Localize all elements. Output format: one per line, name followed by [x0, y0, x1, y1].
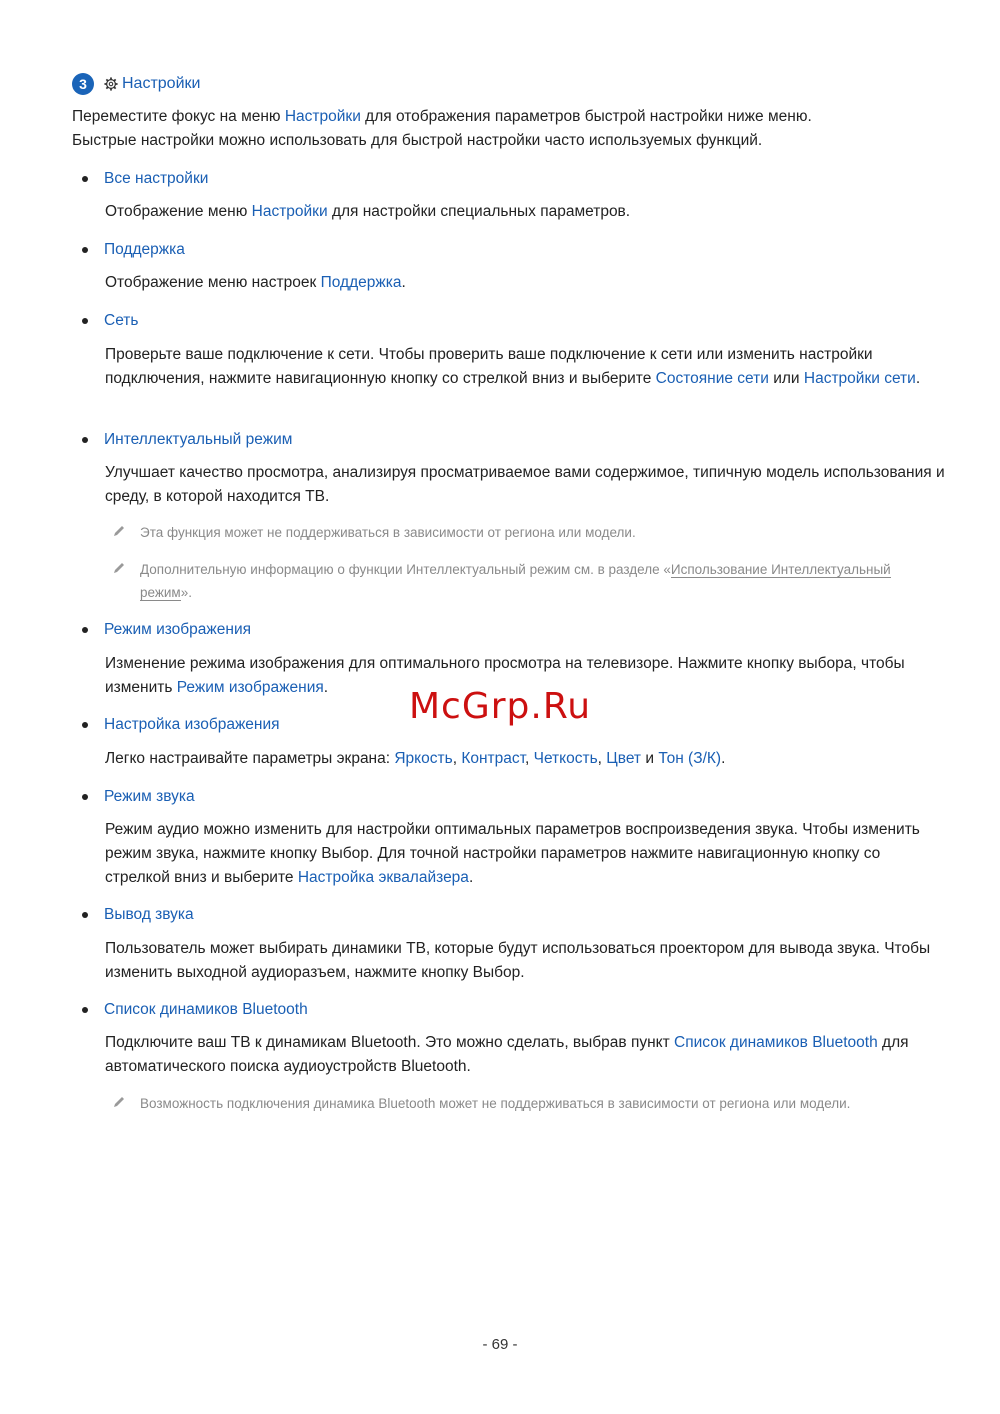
bullet-dot [82, 627, 88, 633]
equalizer-link[interactable]: Настройка эквалайзера [297, 869, 469, 886]
item-title[interactable]: Все настройки [104, 170, 209, 187]
desc-text: . [915, 370, 921, 387]
list-item-support [82, 238, 185, 262]
network-settings-link[interactable]: Настройки сети [803, 370, 916, 387]
desc-text: и [641, 750, 659, 767]
support-link[interactable]: Поддержка [320, 274, 402, 291]
item-title[interactable]: Поддержка [104, 241, 185, 258]
list-item-sound-output [82, 903, 194, 927]
pencil-icon [112, 561, 126, 575]
bullet-dot [82, 1007, 88, 1013]
note-text-part: Дополнительную информацию о функции Интеллектуальный режим см. в разделе « [140, 562, 671, 577]
desc-text: . [401, 274, 406, 291]
desc-text: или [768, 370, 804, 387]
note-text: Возможность подключения динамика Bluetooth может не поддерживаться в зависимости от региона или модели. [140, 1096, 851, 1111]
item-description [105, 271, 945, 295]
desc-text: Подключите ваш ТВ к динамикам Bluetooth. Это можно сделать, выбрав пункт [105, 1034, 675, 1051]
note [112, 521, 892, 544]
intelligent-mode-reference-link[interactable]: Использование Интеллектуальный режим [140, 562, 891, 600]
desc-text: Улучшает качество просмотра, анализируя просматриваемое вами содержимое, типичную модель использования и среду, в которой находится ТВ. [105, 464, 945, 505]
item-description [105, 747, 945, 771]
intro-text: для отображения параметров быстрой настройки ниже меню. [360, 108, 812, 125]
desc-text: Режим аудио можно изменить для настройки оптимальных параметров воспроизведения звука. Чтобы изменить режим звука, нажмите кнопку Выбор. Для точной настройки параметров нажмите навигационную кнопку со стрелкой вниз и выберите [105, 821, 920, 886]
desc-text: . [323, 679, 329, 696]
note [112, 1092, 892, 1115]
desc-text: Изменение режима изображения для оптимального просмотра на телевизоре. Нажмите кнопку выбора, чтобы изменить [105, 655, 905, 696]
desc-text: для настройки специальных параметров. [327, 203, 631, 220]
brightness-link[interactable]: Яркость [394, 750, 453, 767]
note-text-part: ». [180, 585, 192, 600]
list-item-intelligent-mode [82, 428, 292, 452]
tint-link[interactable]: Тон (З/К) [658, 750, 722, 767]
item-description [105, 343, 945, 391]
item-title[interactable]: Режим звука [104, 788, 195, 805]
network-status-link[interactable]: Состояние сети [655, 370, 769, 387]
bullet-dot [82, 176, 88, 182]
comma: , [597, 750, 607, 767]
list-item-bluetooth-speakers [82, 998, 308, 1022]
contrast-link[interactable]: Контраст [461, 750, 525, 767]
list-item-network [82, 309, 138, 333]
watermark: McGrp.Ru [408, 686, 592, 727]
comma: , [452, 750, 462, 767]
item-title[interactable]: Вывод звука [104, 906, 194, 923]
comma: , [525, 750, 534, 767]
list-item-sound-mode [82, 785, 195, 809]
color-link[interactable]: Цвет [606, 750, 642, 767]
list-item-all-settings [82, 167, 208, 191]
item-description [105, 937, 945, 985]
intro-text: Переместите фокус на меню [72, 108, 285, 125]
section-header [72, 70, 200, 98]
desc-text: Отображение меню настроек [105, 274, 321, 291]
desc-text: . [468, 869, 474, 886]
bullet-dot [82, 318, 88, 324]
item-description [105, 461, 945, 509]
desc-text: . [721, 750, 726, 767]
note [112, 558, 892, 604]
section-number-badge: 3 [72, 73, 94, 95]
bluetooth-speaker-list-link[interactable]: Список динамиков Bluetooth [674, 1034, 878, 1051]
desc-text: Легко настраивайте параметры экрана: [105, 750, 395, 767]
note-text [140, 558, 892, 604]
desc-text: для автоматического поиска аудиоустройств Bluetooth. [105, 1034, 909, 1075]
section-title: Настройки [122, 75, 201, 92]
bullet-dot [82, 247, 88, 253]
settings-link[interactable]: Настройки [251, 203, 328, 220]
pencil-icon [112, 524, 126, 538]
item-description [105, 818, 945, 890]
item-title[interactable]: Список динамиков Bluetooth [104, 1001, 308, 1018]
item-description [105, 200, 945, 224]
page-number: - 69 - [482, 1336, 518, 1353]
item-title[interactable]: Сеть [104, 312, 139, 329]
bullet-dot [82, 794, 88, 800]
item-title[interactable]: Режим изображения [104, 621, 252, 638]
pencil-icon [112, 1095, 126, 1109]
intro-text-line2: Быстрые настройки можно использовать для быстрой настройки часто используемых функций. [72, 132, 763, 149]
list-item-picture-mode [82, 618, 251, 642]
settings-link[interactable]: Настройки [284, 108, 361, 125]
item-title[interactable]: Настройка изображения [104, 716, 280, 733]
picture-mode-link[interactable]: Режим изображения [176, 679, 324, 696]
gear-icon [104, 77, 118, 91]
item-description [105, 1031, 945, 1079]
bullet-dot [82, 437, 88, 443]
intro-paragraph [72, 105, 942, 153]
desc-text: Пользователь может выбирать динамики ТВ, которые будут использоваться проектором для вывода звука. Чтобы изменить выходной аудиоразъем, нажмите кнопку Выбор. [105, 940, 931, 981]
note-text: Эта функция может не поддерживаться в зависимости от региона или модели. [140, 525, 636, 540]
bullet-dot [82, 912, 88, 918]
item-title[interactable]: Интеллектуальный режим [104, 431, 293, 448]
sharpness-link[interactable]: Четкость [533, 750, 598, 767]
desc-text: Отображение меню [105, 203, 252, 220]
desc-text: Проверьте ваше подключение к сети. Чтобы проверить ваше подключение к сети или изменить настройки подключения, нажмите навигационную кнопку со стрелкой вниз и выберите [105, 346, 873, 387]
